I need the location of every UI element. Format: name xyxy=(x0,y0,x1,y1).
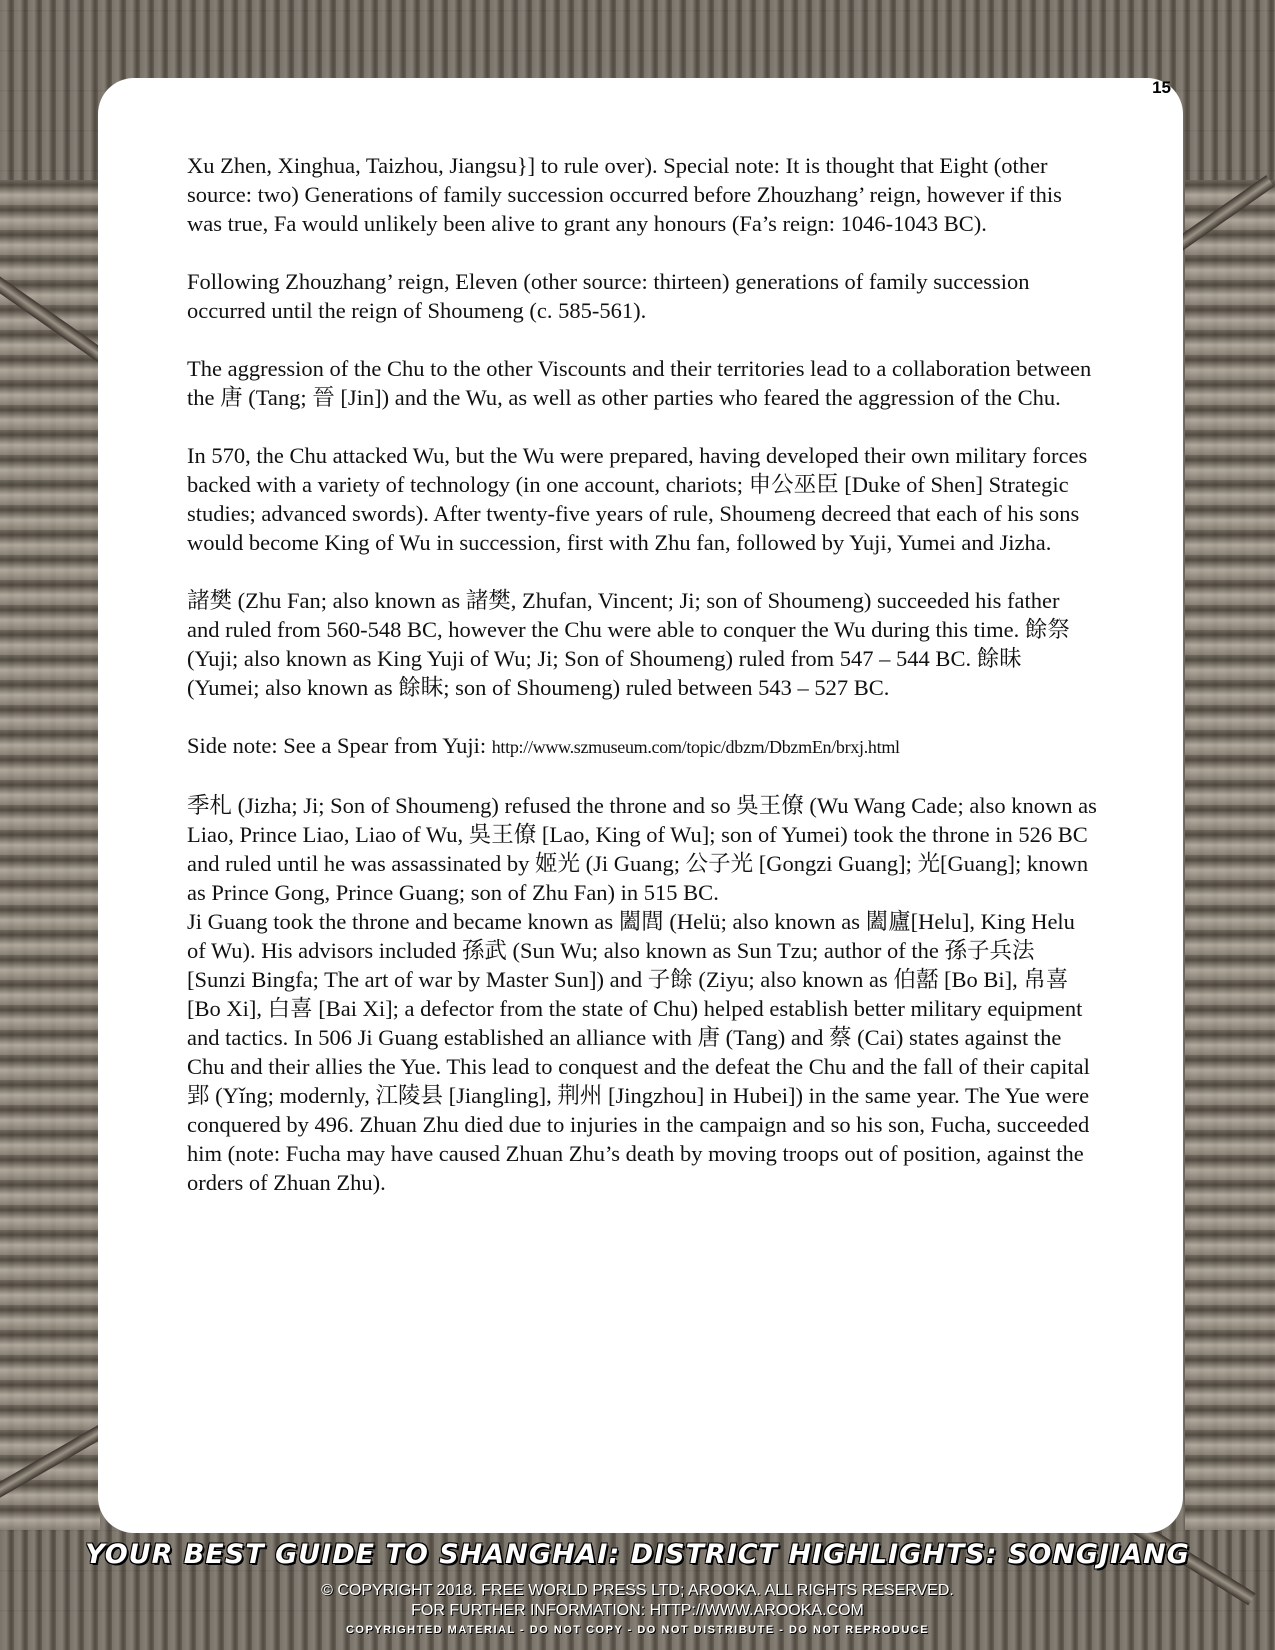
paragraph: 季札 (Jizha; Ji; Son of Shoumeng) refused the throne and so 吳王僚 (Wu Wang Cade; also known as Liao, Prince Liao, Liao of Wu, 吳王僚 [Lao, King of Wu]; son of Yumei) took the throne in 526 BC and ruled until he was assassinated by 姬光 (Ji Guang; 公子光 [Gongzi Guang]; 光[Guang]; known as Prince Gong, Prince Guang; son of Zhu Fan) in 515 BC. xyxy=(187,793,1097,905)
paragraph: Ji Guang took the throne and became known as 闔閭 (Helü; also known as 闔廬[Helu], King Helu of Wu). His advisors included 孫武 (Sun Wu; also known as Sun Tzu; author of the 孫子兵法 [Sunzi Bingfa; The art of war by Master Sun]) and 子餘 (Ziyu; also known as 伯嚭 [Bo Bi], 帛喜 [Bo Xi], 白喜 [Bai Xi]; a defector from the state of Chu) helped establish better military equipment and tactics. In 506 Ji Guang established an alliance with 唐 (Tang) and 蔡 (Cai) states against the Chu and their allies the Yue. This lead to conquest and the defeat the Chu and the fall of their capital 郢 (Yǐng; modernly, 江陵县 [Jiangling], 荆州 [Jingzhou] in Hubei]) in the same year. The Yue were conquered by 496. Zhuan Zhu died due to injuries in the campaign and so his son, Fucha, succeeded him (note: Fucha may have caused Zhuan Zhu’s death by moving troops out of position, against the orders of Zhuan Zhu). xyxy=(187,909,1090,1195)
paragraph: The aggression of the Chu to the other Viscounts and their territories lead to a collaboration between the 唐 (Tang; 晉 [Jin]) and the Wu, as well as other parties who feared the aggression of the Chu. xyxy=(187,356,1092,410)
footer-info: FOR FURTHER INFORMATION: HTTP://WWW.AROOKA.COM xyxy=(411,1602,864,1619)
museum-link[interactable]: http://www.szmuseum.com/topic/dbzm/DbzmEn/brxj.html xyxy=(491,737,900,757)
background-texture-left xyxy=(0,180,100,1530)
paragraph: 諸樊 (Zhu Fan; also known as 諸樊, Zhufan, Vincent; Ji; son of Shoumeng) succeeded his father and ruled from 560-548 BC, however the Chu were able to conquer the Wu during this time. 餘祭 (Yuji; also known as King Yuji of Wu; Ji; Son of Shoumeng) ruled from 547 – 544 BC. 餘昧 (Yumei; also known as 餘眜; son of Shoumeng) ruled between 543 – 527 BC. xyxy=(187,588,1070,700)
footer-guide-title: YOUR BEST GUIDE TO SHANGHAI: DISTRICT HIGHLIGHTS: SONGJIANG xyxy=(85,1539,1190,1570)
content-panel xyxy=(98,78,1183,1533)
side-note-label: Side note: See a Spear from Yuji: xyxy=(187,733,492,758)
footer-copyright: © COPYRIGHT 2018. FREE WORLD PRESS LTD; AROOKA. ALL RIGHTS RESERVED. xyxy=(321,1582,954,1599)
paragraph: In 570, the Chu attacked Wu, but the Wu were prepared, having developed their own military forces backed with a variety of technology (in one account, chariots; 申公巫臣 [Duke of Shen] Strategic studies; advanced swords). After twenty-five years of rule, Shoumeng decreed that each of his sons would become King of Wu in succession, first with Zhu fan, followed by Yuji, Yumei and Jizha. xyxy=(187,443,1088,555)
background-texture-right xyxy=(1185,180,1275,1530)
side-note xyxy=(187,731,1097,762)
footer-warning: COPYRIGHTED MATERIAL - DO NOT COPY - DO NOT DISTRIBUTE - DO NOT REPRODUCE xyxy=(345,1624,930,1636)
article-body xyxy=(187,151,1097,1226)
page-number: 15 xyxy=(1152,78,1171,97)
paragraph: Following Zhouzhang’ reign, Eleven (other source: thirteen) generations of family succession occurred until the reign of Shoumeng (c. 585-561). xyxy=(187,269,1030,323)
paragraph: Xu Zhen, Xinghua, Taizhou, Jiangsu}] to rule over). Special note: It is thought that Eight (other source: two) Generations of family succession occurred before Zhouzhang’ reign, however if this was true, Fa would unlikely been alive to grant any honours (Fa’s reign: 1046-1043 BC). xyxy=(187,153,1062,236)
